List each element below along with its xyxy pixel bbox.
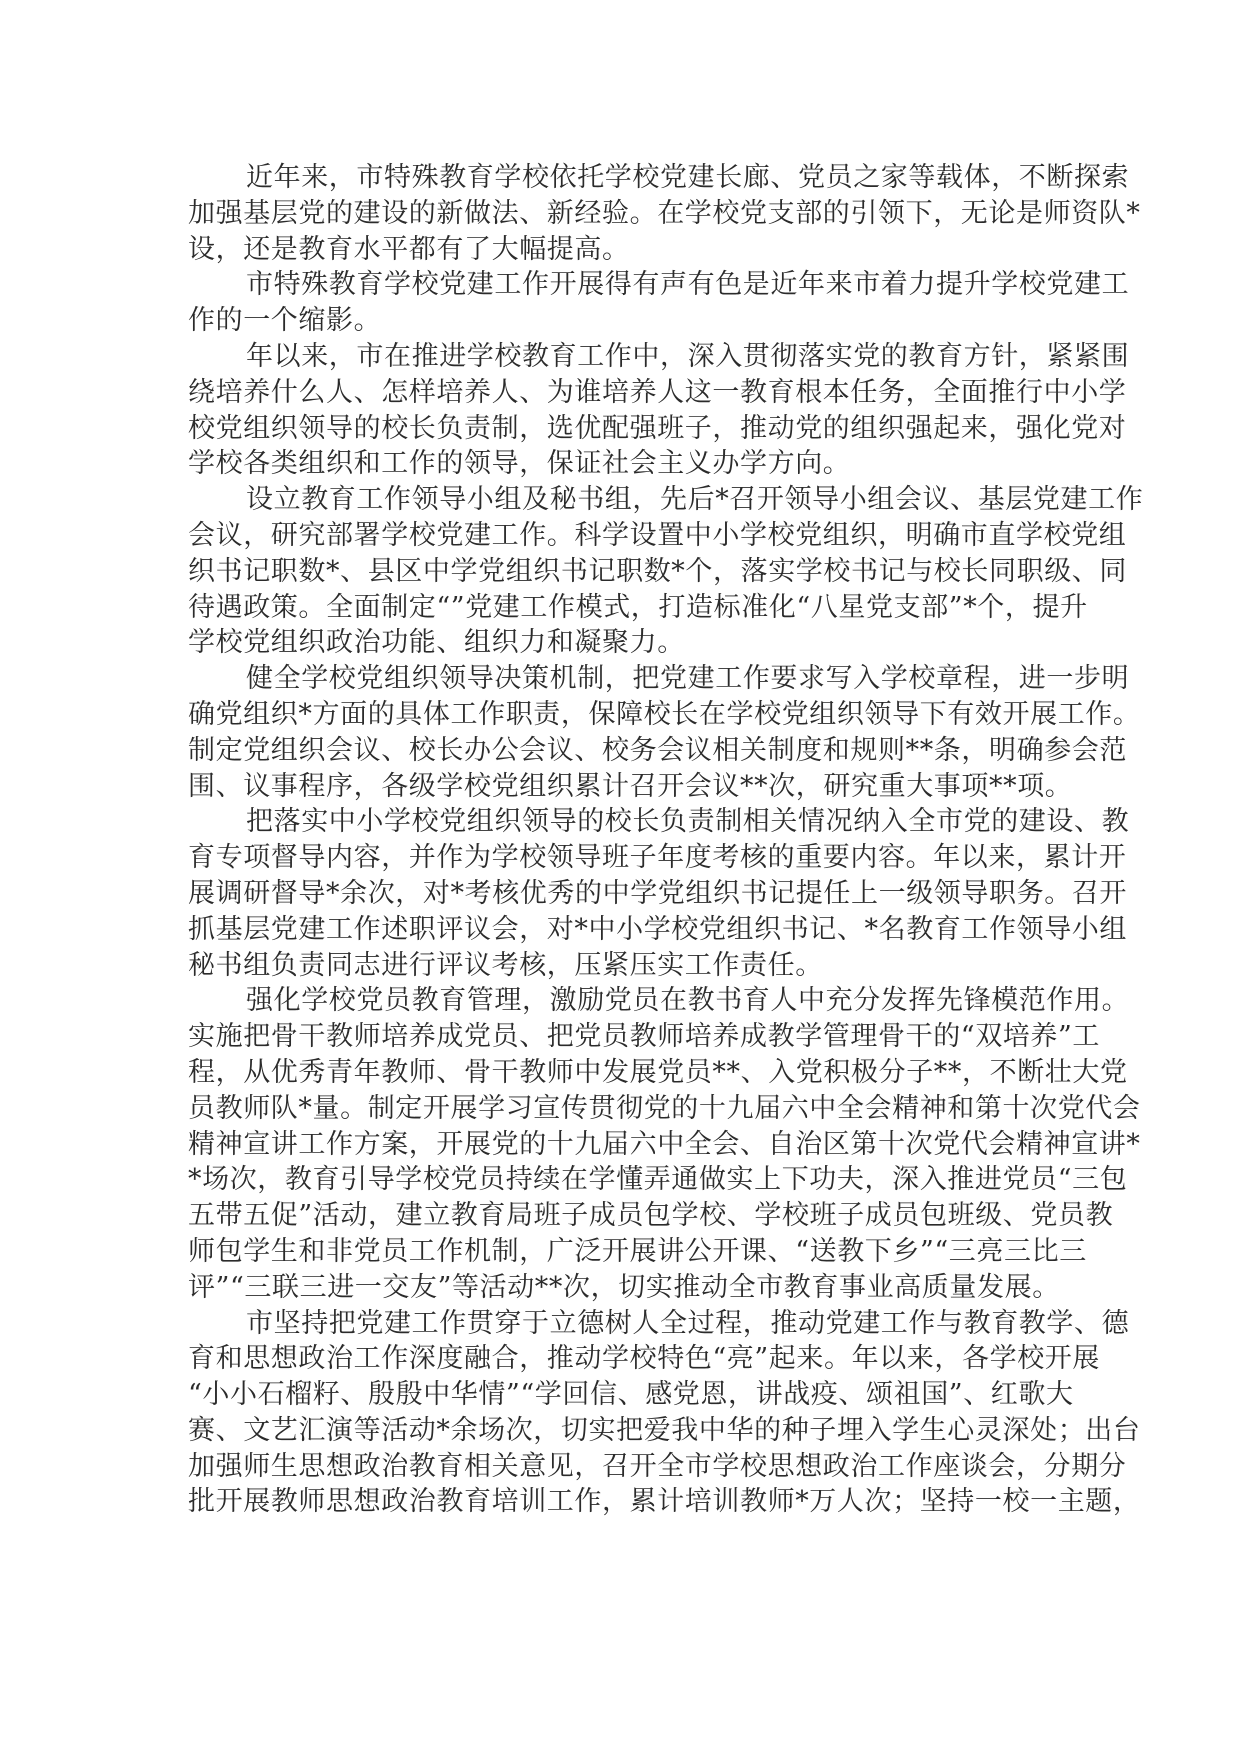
text-line: 学校各类组织和工作的领导，保证社会主义办学方向。: [188, 448, 851, 480]
text-line: 育和思想政治工作深度融合，推动学校特色“亮”起来。年以来，各学校开展: [188, 1343, 1101, 1375]
text-line: 批开展教师思想政治教育培训工作，累计培训教师*万人次；坚持一校一主题，: [188, 1486, 1141, 1518]
paragraph: [188, 983, 1141, 1305]
text-line: *场次，教育引导学校党员持续在学懂弄通做实上下功夫，深入推进党员“三包: [188, 1164, 1128, 1196]
text-line: 确党组织*方面的具体工作职责，保障校长在学校党组织领导下有效开展工作。: [188, 698, 1141, 730]
paragraph: [188, 804, 1130, 983]
text-line: 程，从优秀青年教师、骨干教师中发展党员**、入党积极分子**，不断壮大党: [188, 1056, 1128, 1088]
text-line: 制定党组织会议、校长办公会议、校务会议相关制度和规则**条，明确参会范: [188, 734, 1127, 766]
text-line: 会议，研究部署学校党建工作。科学设置中小学校党组织，明确市直学校党组: [188, 519, 1127, 551]
text-line: 健全学校党组织领导决策机制，把党建工作要求写入学校章程，进一步明: [246, 663, 1130, 695]
text-line: 展调研督导*余次，对*考核优秀的中学党组织书记提任上一级领导职务。召开: [188, 877, 1127, 909]
text-line: 加强师生思想政治教育相关意见，召开全市学校思想政治工作座谈会，分期分: [188, 1450, 1127, 1482]
text-line: 赛、文艺汇演等活动*余场次，切实把爱我中华的种子埋入学生心灵深处；出台: [188, 1414, 1141, 1446]
text-line: 评”“三联三进一交友”等活动**次，切实推动全市教育事业高质量发展。: [188, 1271, 1060, 1303]
paragraph: [188, 339, 1130, 482]
text-line: 校党组织领导的校长负责制，选优配强班子，推动党的组织强起来，强化党对: [188, 412, 1127, 444]
document-body: [188, 160, 1144, 1520]
paragraph: [188, 1306, 1141, 1521]
text-line: 学校党组织政治功能、组织力和凝聚力。: [188, 627, 685, 659]
text-line: 实施把骨干教师培养成党员、把党员教师培养成教学管理骨干的“双培养”工: [188, 1021, 1101, 1053]
text-line: 五带五促”活动，建立教育局班子成员包学校、学校班子成员包班级、党员教: [188, 1200, 1114, 1232]
paragraph: [188, 482, 1144, 661]
paragraph: [188, 267, 1130, 339]
paragraph: [188, 160, 1141, 267]
text-line: 精神宣讲工作方案，开展党的十九届六中全会、自治区第十次党代会精神宣讲*: [188, 1128, 1141, 1160]
text-line: 抓基层党建工作述职评议会，对*中小学校党组织书记、*名教育工作领导小组: [188, 913, 1127, 945]
text-line: “小小石榴籽、殷殷中华情”“学回信、感党恩，讲战疫、颂祖国”、红歌大: [188, 1379, 1074, 1411]
text-line: 师包学生和非党员工作机制，广泛开展讲公开课、“送教下乡”“三亮三比三: [188, 1235, 1087, 1267]
text-line: 待遇政策。全面制定“”党建工作模式，打造标准化“八星党支部”*个，提升: [188, 591, 1088, 623]
text-line: 近年来，市特殊教育学校依托学校党建长廊、党员之家等载体，不断探索: [246, 162, 1130, 193]
text-line: 年以来，市在推进学校教育工作中，深入贯彻落实党的教育方针，紧紧围: [246, 340, 1130, 372]
text-line: 市特殊教育学校党建工作开展得有声有色是近年来市着力提升学校党建工: [246, 269, 1130, 301]
text-line: 加强基层党的建设的新做法、新经验。在学校党支部的引领下，无论是师资队*: [188, 197, 1141, 229]
text-line: 强化学校党员教育管理，激励党员在教书育人中充分发挥先锋模范作用。: [246, 985, 1130, 1017]
text-line: 织书记职数*、县区中学党组织书记职数*个，落实学校书记与校长同职级、同: [188, 555, 1127, 587]
paragraph: [188, 661, 1141, 804]
text-line: 设立教育工作领导小组及秘书组，先后*召开领导小组会议、基层党建工作: [246, 484, 1144, 516]
text-line: 把落实中小学校党组织领导的校长负责制相关情况纳入全市党的建设、教: [246, 806, 1130, 838]
text-line: 秘书组负责同志进行评议考核，压紧压实工作责任。: [188, 949, 823, 981]
text-line: 育专项督导内容，并作为学校领导班子年度考核的重要内容。年以来，累计开: [188, 842, 1127, 874]
text-line: 围、议事程序，各级学校党组织累计召开会议**次，研究重大事项**项。: [188, 770, 1073, 802]
text-line: 设，还是教育水平都有了大幅提高。: [188, 233, 630, 265]
text-line: 员教师队*量。制定开展学习宣传贯彻党的十九届六中全会精神和第十次党代会: [188, 1092, 1141, 1124]
text-line: 绕培养什么人、怎样培养人、为谁培养人这一教育根本任务，全面推行中小学: [188, 376, 1127, 408]
text-line: 作的一个缩影。: [188, 305, 382, 337]
text-line: 市坚持把党建工作贯穿于立德树人全过程，推动党建工作与教育教学、德: [246, 1307, 1130, 1339]
